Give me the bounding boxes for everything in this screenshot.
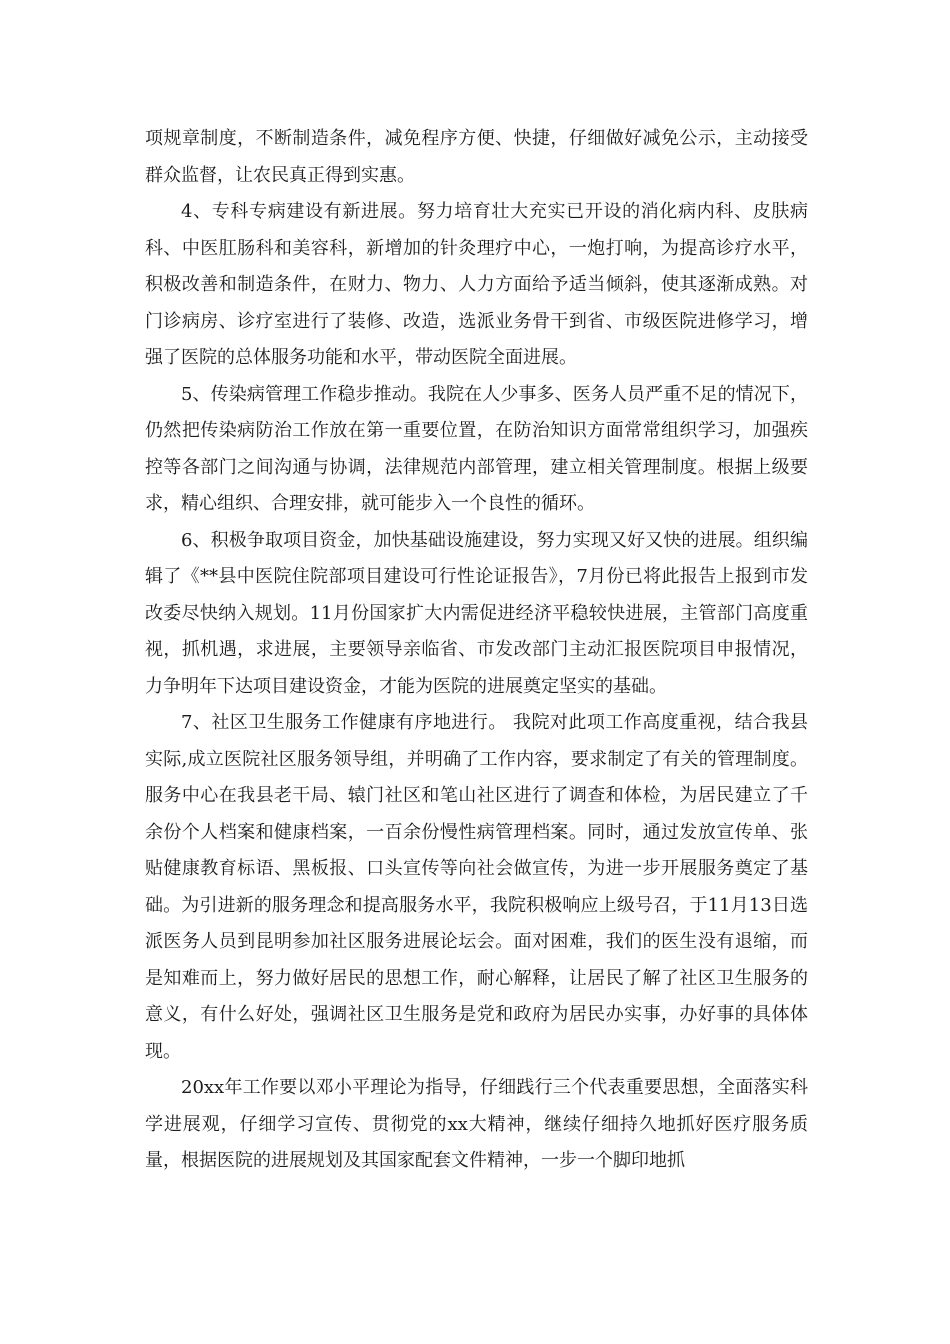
paragraph-item-7: 7、社区卫生服务工作健康有序地进行。 我院对此项工作高度重视，结合我县实际,成立医院社区服务领导组，并明确了工作内容，要求制定了有关的管理制度。服务中心在我县老干局、辕门社区和笔山社区进行了调查和体检，为居民建立了千余份个人档案和健康档案，一百余份慢性病管理档案。同时，通过发放宣传单、张贴健康教育标语、黑板报、口头宣传等向社会做宣传，为进一步开展服务奠定了基础。为引进新的服务理念和提高服务水平，我院积极响应上级号召，于11月13日选派医务人员到昆明参加社区服务进展论坛会。面对困难，我们的医生没有退缩，而是知难而上，努力做好居民的思想工作，耐心解释，让居民了解了社区卫生服务的意义，有什么好处，强调社区卫生服务是党和政府为居民办实事，办好事的具体体现。 bbox=[145, 712, 808, 1062]
paragraph-item-4: 4、专科专病建设有新进展。努力培育壮大充实已开设的消化病内科、皮肤病科、中医肛肠科和美容科，新增加的针灸理疗中心，一炮打响，为提高诊疗水平，积极改善和制造条件，在财力、物力、人力方面给予适当倾斜，使其逐渐成熟。对门诊病房、诊疗室进行了装修、改造，选派业务骨干到省、市级医院进修学习，增强了医院的总体服务功能和水平，带动医院全面进展。 bbox=[145, 201, 808, 368]
paragraph-next-year-plan: 20xx年工作要以邓小平理论为指导，仔细践行三个代表重要思想，全面落实科学进展观，仔细学习宣传、贯彻党的xx大精神，继续仔细持久地抓好医疗服务质量，根据医院的进展规划及其国家配套文件精神，一步一个脚印地抓 bbox=[145, 1077, 808, 1171]
document-page bbox=[145, 121, 808, 1180]
paragraph-continuation: 项规章制度，不断制造条件，减免程序方便、快捷，仔细做好减免公示，主动接受群众监督，让农民真正得到实惠。 bbox=[145, 128, 808, 186]
paragraph-item-5: 5、传染病管理工作稳步推动。我院在人少事多、医务人员严重不足的情况下，仍然把传染病防治工作放在第一重要位置，在防治知识方面常常组织学习，加强疾控等各部门之间沟通与协调，法律规范内部管理，建立相关管理制度。根据上级要求，精心组织、合理安排，就可能步入一个良性的循环。 bbox=[145, 383, 808, 514]
paragraph-item-6: 6、积极争取项目资金，加快基础设施建设，努力实现又好又快的进展。组织编辑了《**县中医院住院部项目建设可行性论证报告》，7月份已将此报告上报到市发改委尽快纳入规划。11月份国家扩大内需促进经济平稳较快进展，主管部门高度重视，抓机遇，求进展，主要领导亲临省、市发改部门主动汇报医院项目申报情况，力争明年下达项目建设资金，才能为医院的进展奠定坚实的基础。 bbox=[145, 529, 808, 697]
